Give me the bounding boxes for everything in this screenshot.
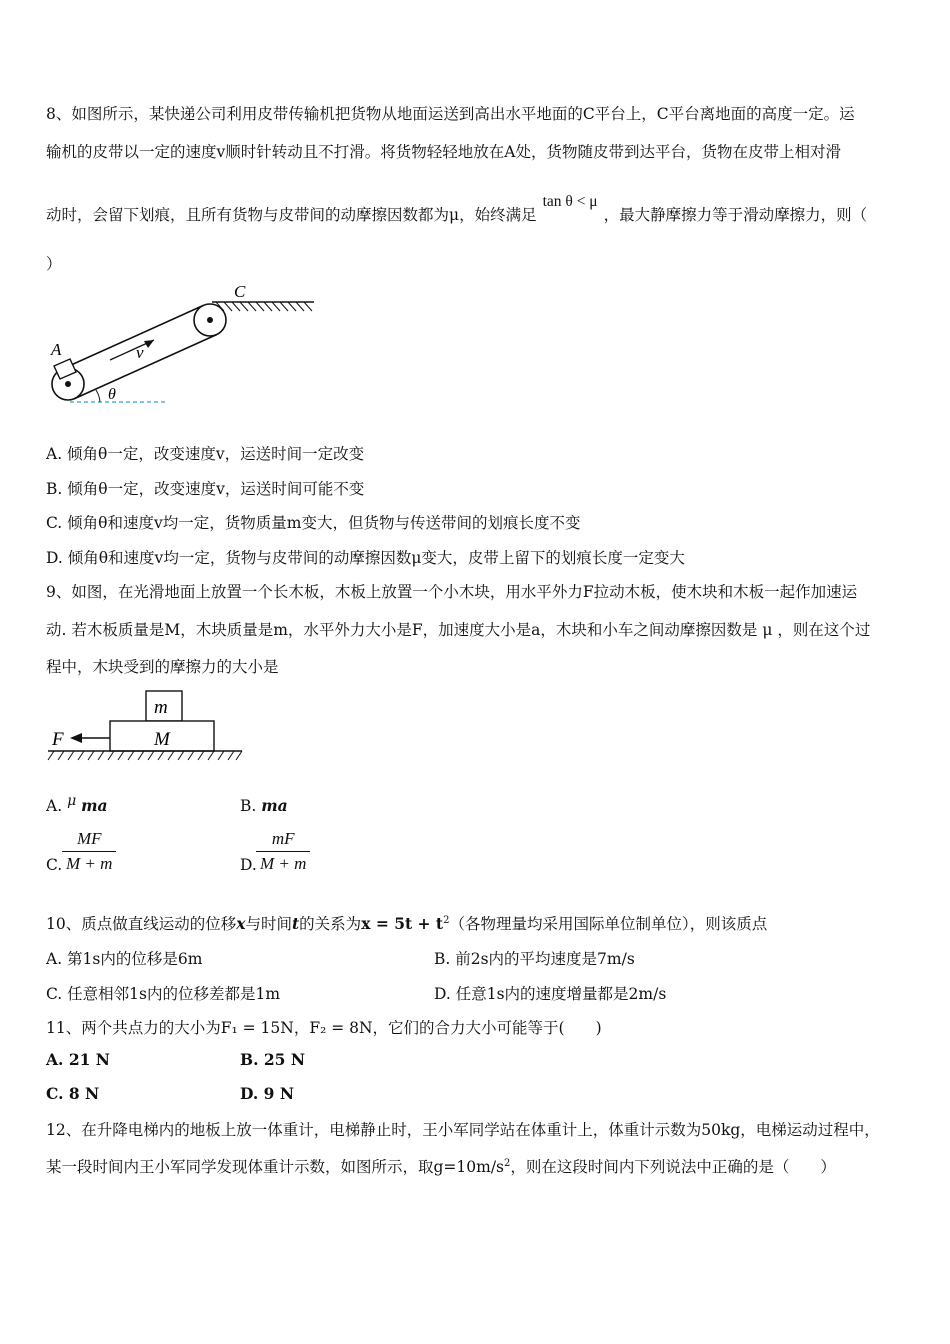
q9-option-a-text: ma: [81, 796, 108, 815]
q8-option-c: C. 倾角θ和速度v均一定，货物质量m变大，但货物与传送带间的划痕长度不变: [46, 514, 581, 532]
q8-line1: 8、如图所示，某快递公司利用皮带传输机把货物从地面运送到高出水平地面的C平台上，C平台离地面的高度一定。运: [46, 105, 855, 123]
q10-option-c: C. 任意相邻1s内的位移差都是1m: [46, 985, 281, 1003]
q8-line3-text-b: ，最大静摩擦力等于滑动摩擦力，则（: [603, 206, 868, 224]
q9-option-b-prefix: B.: [240, 797, 257, 815]
q8-line4: ）: [46, 255, 62, 273]
label-c: C: [234, 282, 246, 301]
q8-formula: tan θ < μ: [542, 193, 598, 210]
q9-option-a-prefix: A.: [46, 797, 63, 815]
q9-option-d-numerator: mF: [271, 829, 295, 848]
q8-option-b: B. 倾角θ一定，改变速度v，运送时间可能不变: [46, 480, 365, 498]
q10-option-d: D. 任意1s内的速度增量都是2m/s: [434, 985, 667, 1003]
q10-stem-a: 10、质点做直线运动的位移: [46, 915, 237, 933]
q10-stem-b: 与时间: [245, 915, 292, 933]
q8-option-a: A. 倾角θ一定，改变速度v，运送时间一定改变: [46, 445, 365, 463]
label-big-m: M: [154, 729, 170, 750]
q10-option-b: B. 前2s内的平均速度是7m/s: [434, 950, 635, 968]
q12-line1: 12、在升降电梯内的地板上放一体重计，电梯静止时，王小军同学站在体重计上，体重计示数为50kg，电梯运动过程中，: [46, 1121, 880, 1139]
conveyor-figure: [44, 280, 324, 410]
q9-option-a: [46, 793, 108, 815]
q11-option-c: C. 8 N: [46, 1084, 100, 1103]
q11-option-b: B. 25 N: [240, 1050, 306, 1069]
q10-option-a: A. 第1s内的位移是6m: [46, 950, 203, 968]
q11-stem: 11、两个共点力的大小为F₁ = 15N，F₂ = 8N，它们的合力大小可能等于( ): [46, 1019, 602, 1037]
q9-option-d-prefix: D.: [240, 856, 257, 874]
q12-line2-exponent: 2: [504, 1157, 511, 1169]
q9-line3: 程中，木块受到的摩擦力的大小是: [46, 658, 279, 676]
q10-stem-d: （各物理量均采用国际单位制单位），则该质点: [449, 915, 768, 933]
q10-stem: [46, 912, 767, 934]
q9-line1: 9、如图，在光滑地面上放置一个长木板，木板上放置一个小木块，用水平外力F拉动木板，使木块和木板一起作加速运: [46, 583, 858, 601]
q8-option-d: D. 倾角θ和速度v均一定，货物与皮带间的动摩擦因数μ变大，皮带上留下的划痕长度一定变大: [46, 549, 685, 567]
q10-x: x: [236, 914, 246, 933]
q8-line3: [46, 193, 868, 225]
q9-option-d-denominator: M + m: [260, 854, 307, 873]
q9-option-a-mu: μ: [67, 793, 77, 809]
q10-equation-exponent: 2: [443, 914, 450, 926]
q11-option-a: A. 21 N: [46, 1050, 110, 1069]
block-board-figure: [44, 686, 254, 766]
label-m: m: [154, 697, 168, 718]
q10-t: t: [292, 914, 300, 933]
label-f: F: [52, 729, 64, 750]
q9-option-b-text: ma: [261, 796, 288, 815]
label-v: v: [136, 343, 144, 362]
q9-option-c-prefix: C.: [46, 856, 63, 874]
q12-line2-text-a: 某一段时间内王小军同学发现体重计示数，如图所示，取g=10m/s: [46, 1158, 505, 1176]
q9-option-c-numerator: MF: [76, 829, 102, 848]
q9-line2: 动. 若木板质量是M，木块质量是m，水平外力大小是F，加速度大小是a，木块和小车之间动摩擦因数是 μ ，则在这个过: [46, 621, 871, 639]
q9-option-c-denominator: M + m: [66, 854, 113, 873]
q12-line2: [46, 1155, 836, 1177]
q9-option-d-fraction: [256, 829, 310, 874]
q11-option-d: D. 9 N: [240, 1084, 295, 1103]
q10-stem-c: 的关系为: [299, 915, 362, 933]
label-a: A: [51, 340, 62, 359]
q8-line2: 输机的皮带以一定的速度v顺时针转动且不打滑。将货物轻轻地放在A处，货物随皮带到达平台，货物在皮带上相对滑: [46, 143, 841, 161]
q8-line3-text-a: 动时，会留下划痕，且所有货物与皮带间的动摩擦因数都为μ，始终满足: [46, 206, 537, 224]
label-theta: θ: [108, 386, 116, 403]
q10-equation: x = 5t + t: [361, 914, 444, 933]
q12-line2-text-b: ，则在这段时间内下列说法中正确的是（ ）: [510, 1158, 836, 1176]
q9-option-b: [240, 796, 288, 815]
q9-option-c-fraction: [62, 829, 116, 874]
